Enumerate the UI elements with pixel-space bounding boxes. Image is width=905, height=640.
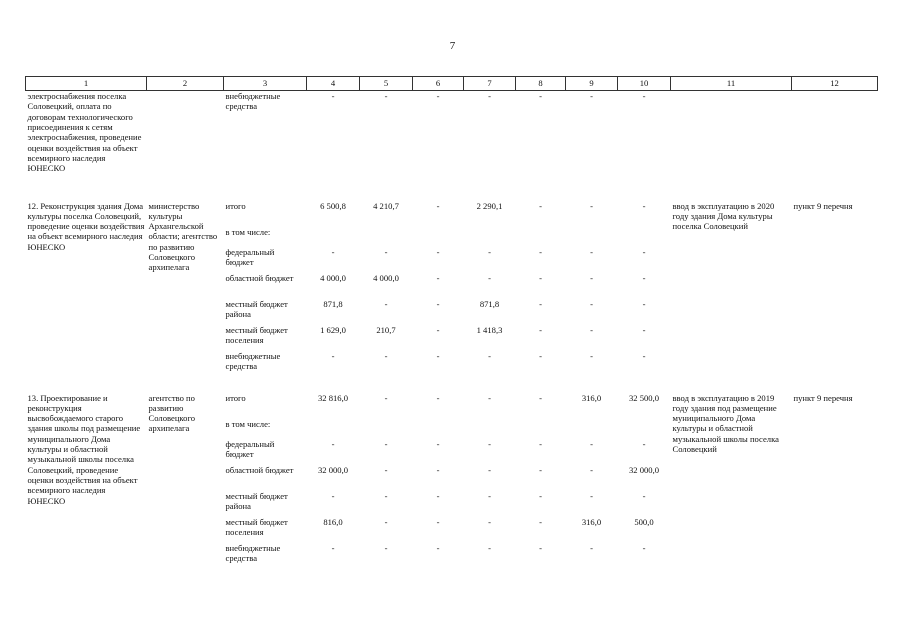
table-row: [26, 91, 878, 187]
funding-source-cell: внебюджетные средства: [225, 542, 281, 563]
amount-cell: -: [436, 392, 440, 403]
amount-cell: -: [488, 272, 491, 283]
amount-cell: -: [642, 200, 646, 211]
budget-table: [25, 76, 878, 569]
amount-cell: -: [590, 542, 593, 553]
amount-cell: -: [590, 272, 593, 283]
amount-cell: -: [488, 392, 491, 403]
amount-cell: -: [436, 91, 440, 101]
amount-cell: -: [436, 438, 440, 449]
column-header-row: [26, 77, 878, 91]
amount-cell: -: [539, 298, 542, 309]
spacer-cell: [26, 377, 878, 393]
amount-cell: -: [642, 91, 646, 101]
amount-cell: [618, 419, 671, 439]
amount-cell: 32 500,0: [628, 392, 660, 403]
amount-cell: -: [436, 246, 440, 257]
amount-cell: 500,0: [634, 516, 654, 527]
amount-cell: [516, 419, 566, 439]
result-cell: ввод в эксплуатацию в 2019 году здания под размещение муниципального Дома культуры и областной музыкальной школы поселка Соловецкий: [672, 392, 779, 455]
project-name-cell: электроснабжения поселка Соловецкий, оплата по договорам технологического присоединения к сетям электроснабжения, проведение оценки воздействия на объект всемирного наследия ЮНЕСКО: [27, 91, 142, 174]
amount-cell: -: [642, 272, 646, 283]
amount-cell: -: [590, 464, 593, 475]
page-number: 7: [449, 40, 456, 52]
funding-source-cell: местный бюджет поселения: [225, 516, 288, 537]
amount-cell: 316,0: [581, 392, 602, 403]
amount-cell: -: [384, 516, 388, 527]
amount-cell: -: [539, 324, 542, 335]
amount-cell: 32 000,0: [317, 464, 349, 475]
table-row: [26, 393, 878, 419]
amount-cell: -: [642, 298, 646, 309]
amount-cell: 816,0: [323, 516, 343, 527]
funding-source-cell: итого: [225, 200, 246, 211]
amount-cell: -: [436, 324, 440, 335]
amount-cell: -: [384, 350, 388, 361]
amount-cell: 4 000,0: [373, 272, 399, 283]
amount-cell: -: [436, 350, 440, 361]
amount-cell: 210,7: [376, 324, 396, 335]
column-header: 2: [147, 77, 224, 91]
amount-cell: [464, 419, 516, 439]
funding-source-cell: итого: [225, 392, 246, 403]
amount-cell: -: [539, 91, 542, 101]
amount-cell: -: [539, 200, 542, 211]
amount-cell: 1 629,0: [320, 324, 346, 335]
reference-cell: пункт 9 перечня: [793, 200, 853, 211]
amount-cell: -: [539, 490, 542, 501]
amount-cell: 32 000,0: [628, 464, 660, 475]
executor-cell: агентство по развитию Соловецкого архипелага: [148, 392, 196, 434]
amount-cell: -: [384, 490, 388, 501]
column-header: 11: [671, 77, 792, 91]
amount-cell: [413, 419, 464, 439]
result-cell: ввод в эксплуатацию в 2020 году здания Дома культуры поселка Соловецкий: [672, 200, 775, 232]
amount-cell: -: [331, 91, 335, 101]
amount-cell: -: [436, 516, 440, 527]
amount-cell: -: [539, 516, 542, 527]
column-header: 4: [307, 77, 360, 91]
amount-cell: 871,8: [479, 298, 500, 309]
column-header: 3: [224, 77, 307, 91]
amount-cell: -: [488, 464, 491, 475]
amount-cell: -: [539, 464, 542, 475]
amount-cell: -: [642, 438, 646, 449]
amount-cell: -: [539, 392, 542, 403]
amount-cell: [360, 227, 413, 247]
amount-cell: -: [384, 298, 388, 309]
amount-cell: -: [488, 438, 491, 449]
amount-cell: -: [331, 350, 335, 361]
amount-cell: -: [436, 298, 440, 309]
column-header: 10: [618, 77, 671, 91]
amount-cell: -: [488, 350, 491, 361]
column-header: 8: [516, 77, 566, 91]
amount-cell: [566, 419, 618, 439]
reference-cell: [792, 91, 878, 187]
row-spacer: [26, 377, 878, 393]
amount-cell: -: [539, 438, 542, 449]
result-cell: [671, 91, 792, 187]
funding-source-cell: областной бюджет: [225, 272, 294, 283]
amount-cell: -: [590, 298, 593, 309]
funding-source-cell: областной бюджет: [225, 464, 294, 475]
amount-cell: -: [384, 438, 388, 449]
amount-cell: -: [488, 246, 491, 257]
funding-source-cell: в том числе:: [225, 418, 271, 429]
amount-cell: -: [539, 272, 542, 283]
column-header: 5: [360, 77, 413, 91]
row-spacer: [26, 187, 878, 201]
reference-cell: пункт 9 перечня: [793, 392, 853, 403]
amount-cell: [307, 419, 360, 439]
amount-cell: -: [488, 542, 491, 553]
amount-cell: [618, 227, 671, 247]
amount-cell: -: [384, 246, 388, 257]
column-header: 6: [413, 77, 464, 91]
amount-cell: -: [642, 350, 646, 361]
amount-cell: 2 290,1: [476, 200, 503, 211]
amount-cell: -: [539, 350, 542, 361]
amount-cell: -: [590, 324, 593, 335]
column-header: 7: [464, 77, 516, 91]
amount-cell: 316,0: [581, 516, 602, 527]
amount-cell: -: [436, 272, 440, 283]
amount-cell: -: [436, 464, 440, 475]
amount-cell: -: [331, 542, 335, 553]
amount-cell: 6 500,8: [320, 200, 346, 211]
amount-cell: -: [590, 246, 593, 257]
funding-source-cell: федеральный бюджет: [225, 438, 275, 459]
column-header: 1: [26, 77, 147, 91]
amount-cell: -: [331, 246, 335, 257]
executor-cell: [147, 91, 224, 187]
executor-cell: министерство культуры Архангельской области; агентство по развитию Соловецкого архипелага: [148, 200, 218, 273]
funding-source-cell: федеральный бюджет: [225, 246, 275, 267]
amount-cell: -: [642, 324, 646, 335]
amount-cell: -: [539, 246, 542, 257]
amount-cell: -: [642, 542, 646, 553]
amount-cell: [307, 227, 360, 247]
amount-cell: -: [590, 91, 593, 101]
funding-source-cell: местный бюджет района: [225, 298, 288, 319]
amount-cell: 1 418,3: [476, 324, 503, 335]
column-header: 9: [566, 77, 618, 91]
amount-cell: [464, 227, 516, 247]
amount-cell: 4 210,7: [373, 200, 399, 211]
amount-cell: -: [488, 490, 491, 501]
amount-cell: -: [384, 392, 388, 403]
amount-cell: 4 000,0: [320, 272, 346, 283]
funding-source-cell: внебюджетные средства: [225, 91, 281, 112]
amount-cell: [516, 227, 566, 247]
project-name-cell: 13. Проектирование и реконструкция высвобождаемого старого здания школы под размещение муниципального Дома культуры и областной музыкальной школы поселка Соловецкий, проведение оценки воздействия на объект всемирного наследия ЮНЕСКО: [27, 392, 141, 506]
amount-cell: -: [590, 490, 593, 501]
table-row: [26, 201, 878, 227]
amount-cell: -: [384, 464, 388, 475]
amount-cell: -: [590, 438, 593, 449]
project-name-cell: 12. Реконструкция здания Дома культуры поселка Соловецкий, проведение оценки воздействия на объект всемирного наследия ЮНЕСКО: [27, 200, 145, 252]
amount-cell: 32 816,0: [317, 392, 349, 403]
amount-cell: [413, 227, 464, 247]
amount-cell: -: [331, 438, 335, 449]
amount-cell: -: [384, 542, 388, 553]
funding-source-cell: в том числе:: [225, 226, 271, 237]
amount-cell: -: [642, 246, 646, 257]
amount-cell: -: [590, 200, 593, 211]
amount-cell: -: [590, 350, 593, 361]
amount-cell: -: [436, 542, 440, 553]
amount-cell: -: [642, 490, 646, 501]
funding-source-cell: местный бюджет района: [225, 490, 288, 511]
amount-cell: -: [436, 200, 440, 211]
spacer-cell: [26, 187, 878, 201]
amount-cell: -: [436, 490, 440, 501]
column-header: 12: [792, 77, 878, 91]
amount-cell: [360, 419, 413, 439]
funding-source-cell: местный бюджет поселения: [225, 324, 288, 345]
amount-cell: -: [488, 91, 491, 101]
amount-cell: [566, 227, 618, 247]
amount-cell: 871,8: [323, 298, 343, 309]
amount-cell: -: [539, 542, 542, 553]
amount-cell: -: [384, 91, 388, 101]
amount-cell: -: [331, 490, 335, 501]
amount-cell: -: [488, 516, 491, 527]
funding-source-cell: внебюджетные средства: [225, 350, 281, 371]
